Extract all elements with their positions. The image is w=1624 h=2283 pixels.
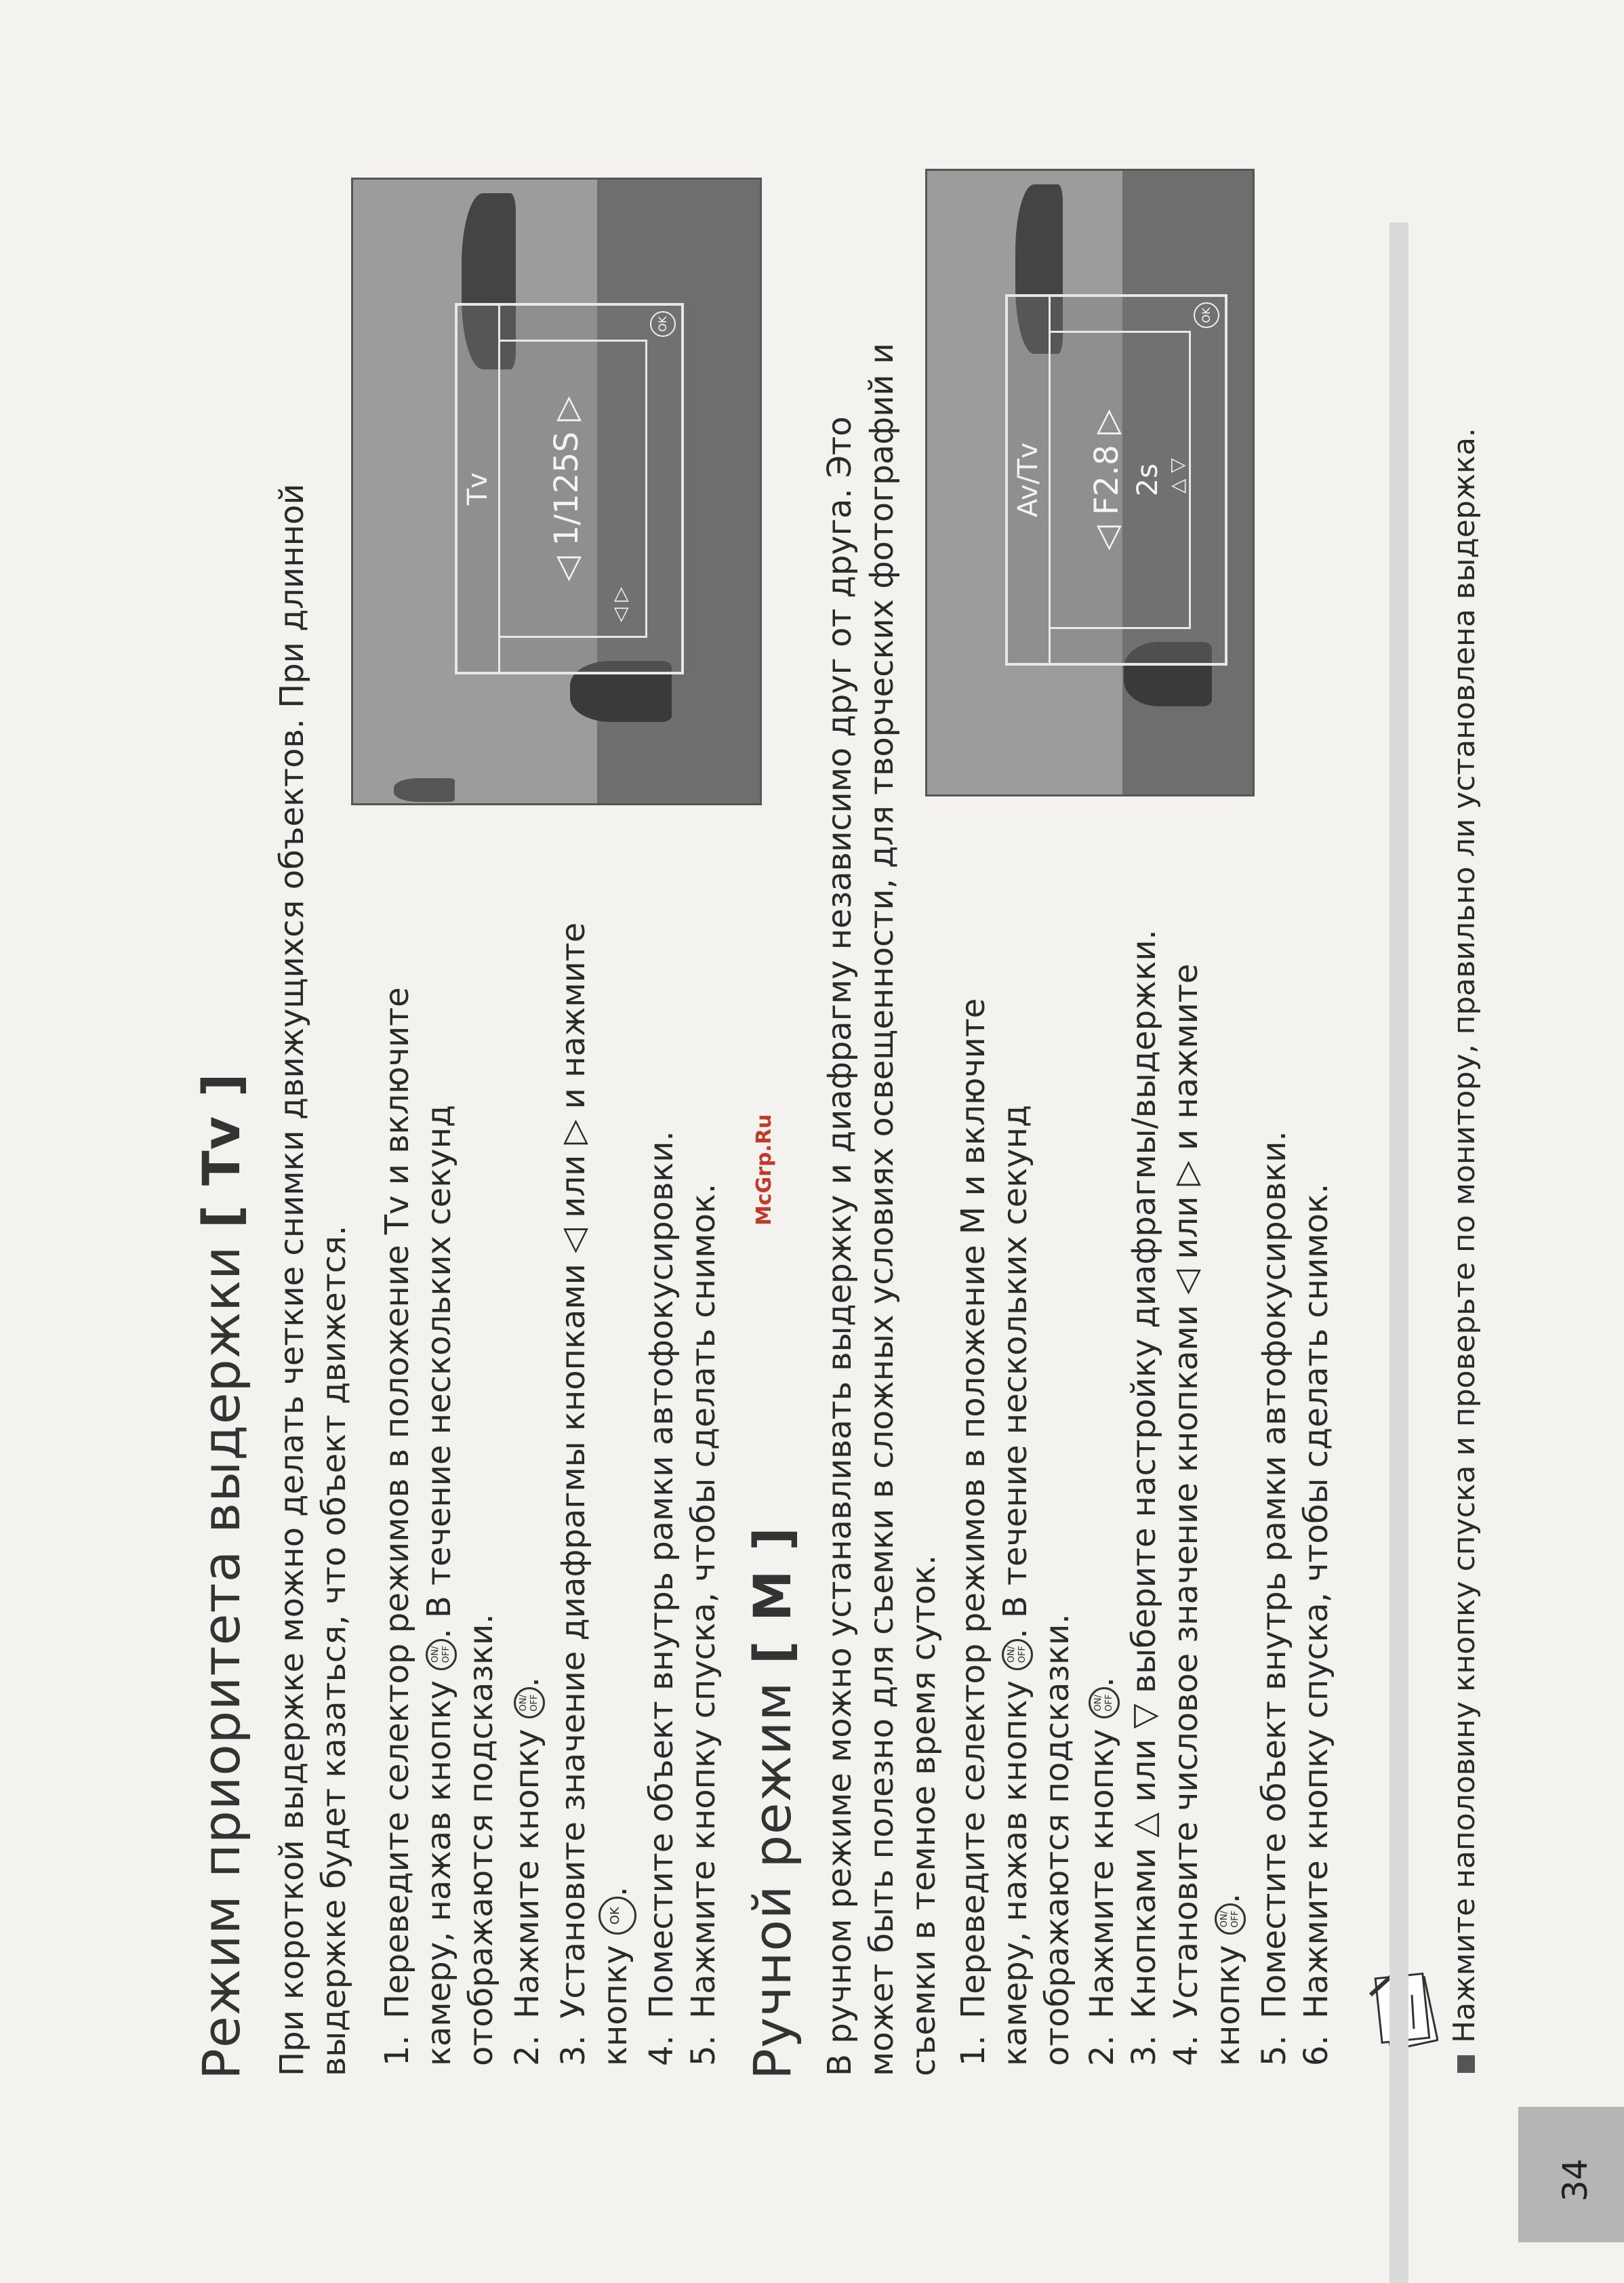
m-aperture-value: ◁ F2.8 ▷ [1088, 409, 1126, 551]
m-step-6: 6.Нажмите кнопку спуска, чтобы сделать снимок. [1297, 1183, 1335, 2066]
tv-step-2: 2.Нажмите кнопку ON/ OFF. [508, 1677, 546, 2066]
tv-step-3: 3.Установите значение диафрагмы кнопками ◁ или ▷ и нажмите кнопку OK. [552, 860, 636, 2066]
on-off-button-icon: ON/ OFF [426, 1639, 457, 1670]
tv-step-4: 4.Поместите объект внутрь рамки автофокусировки. [643, 1131, 681, 2066]
m-step-2: 2.Нажмите кнопку ON/ OFF. [1083, 1677, 1121, 2066]
m-screen-arrows: △ ▽ [1166, 458, 1188, 493]
watermark: McGrp.Ru [752, 1114, 776, 1226]
tv-steps-list [376, 860, 725, 2066]
m-screen-title: Av/Tv [1008, 297, 1051, 663]
note-shade-band [1389, 222, 1408, 2283]
m-step-4: 4.Установите числовое значение кнопками ◁ или ▷ и нажмите кнопку ON/ OFF. [1167, 963, 1247, 2066]
m-shutter-value: 2s [1131, 463, 1164, 497]
ok-button-icon: OK [1194, 302, 1219, 328]
m-screen-panel [1005, 294, 1227, 666]
tv-shutter-value: ◁ 1/125S ▷ [548, 396, 586, 582]
on-off-button-icon: ON/ OFF [1089, 1687, 1120, 1718]
note-bullet-icon [1457, 2055, 1475, 2073]
on-off-button-icon: ON/ OFF [1215, 1903, 1246, 1935]
tv-screen-title: Tv [458, 306, 500, 672]
tv-step-5: 5.Нажмите кнопку спуска, чтобы сделать снимок. [685, 1183, 723, 2066]
m-step-5: 5.Поместите объект внутрь рамки автофокусировки. [1255, 1131, 1293, 2066]
tv-intro: При короткой выдержке можно делать четкие снимки движущихся объектов. При длинной выдержке будет казаться, что объект движется. [273, 483, 353, 2076]
ok-button-icon: OK [650, 311, 676, 337]
m-step-1: 1.Переведите селектор режимов в положение M и включите камеру, нажав кнопку ON/ OFF. В течение нескольких секунд отображаются подсказки. [954, 998, 1076, 2066]
m-section-title: Ручной режим [ M ] [742, 1527, 803, 2080]
m-camera-screen [925, 169, 1255, 796]
tv-step-1: 1.Переведите селектор режимов в положение Tv и включите камеру, нажав кнопку ON/ OFF. В течение нескольких секунд отображаются подсказки. [378, 987, 500, 2066]
tv-camera-screen [351, 178, 762, 805]
on-off-button-icon: ON/ OFF [514, 1687, 545, 1718]
m-intro: В ручном режиме можно устанавливать выдержку и диафрагму независимо друг от друга. Это может быть полезно для съемки в сложных условиях освещенности, для творческих фотографий и съемки в темное время суток. [821, 342, 943, 2076]
note-text: Нажмите наполовину кнопку спуска и проверьте по монитору, правильно ли установлена выдержка. [1446, 209, 1484, 2073]
m-steps-list [952, 860, 1337, 2066]
tv-screen-arrows: ◁ ▷ [609, 587, 631, 622]
m-step-3: 3.Кнопками △ или ▽ выберите настройку диафрагмы/выдержки. [1125, 929, 1163, 2066]
ok-button-icon: OK [598, 1897, 636, 1935]
tv-screen-panel [455, 303, 684, 674]
page-number: 34 [1556, 2158, 1595, 2202]
on-off-button-icon: ON/ OFF [1002, 1639, 1033, 1670]
tv-section-title: Режим приоритета выдержки [ Tv ] [191, 1072, 251, 2080]
